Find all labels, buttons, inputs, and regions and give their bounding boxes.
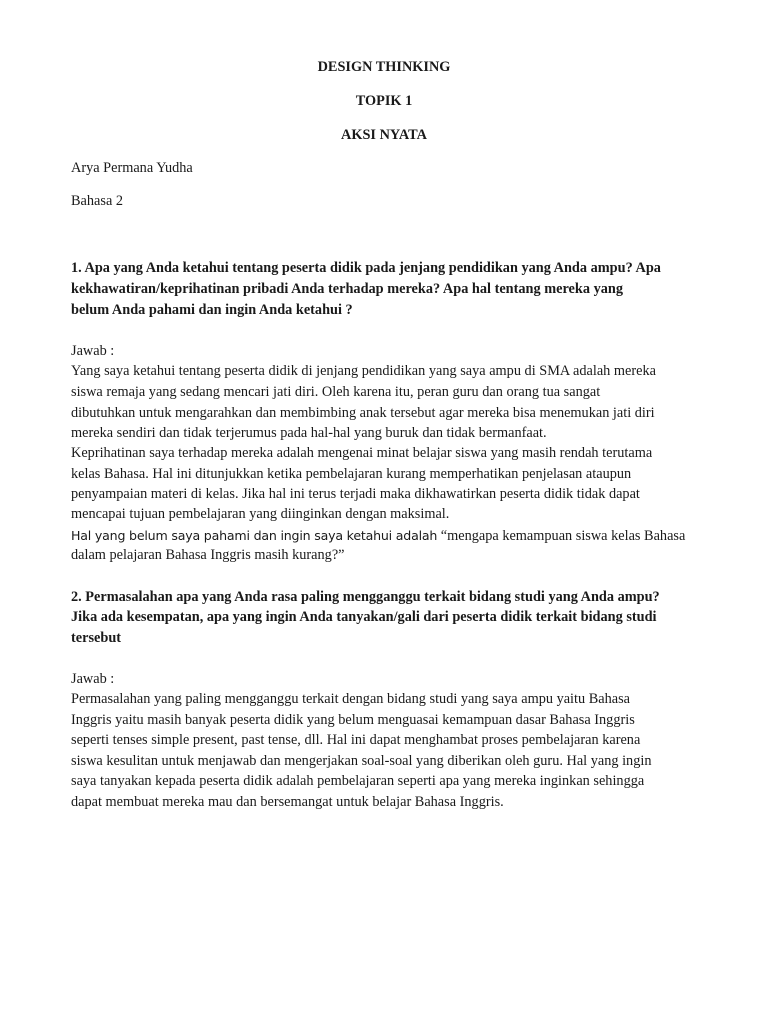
- answer-2-line: saya tanyakan kepada peserta didik adalah pembelajaran seperti apa yang mereka inginkan sehingga: [71, 773, 645, 789]
- subtitle-heading: AKSI NYATA: [341, 127, 427, 143]
- answer-1-label: Jawab :: [71, 343, 115, 359]
- question-2-line: tersebut: [71, 630, 122, 646]
- author-class: Bahasa 2: [71, 193, 124, 209]
- answer-1-last-line: [71, 525, 685, 547]
- question-2-line: 2. Permasalahan apa yang Anda rasa paling mengganggu terkait bidang studi yang Anda ampu?: [71, 589, 660, 605]
- answer-2-line: seperti tenses simple present, past tense, dll. Hal ini dapat menghambat proses pembelajaran karena: [71, 732, 641, 748]
- answer-1-last-prefix: Hal yang belum saya pahami dan ingin saya ketahui adalah: [71, 528, 438, 543]
- answer-1-last-quote: “mengapa kemampuan siswa kelas Bahasa: [437, 528, 686, 544]
- answer-2-line: Inggris yaitu masih banyak peserta didik yang belum menguasai kemampuan dasar Bahasa Inggris: [71, 712, 635, 728]
- answer-2-line: siswa kesulitan untuk menjawab dan mengerjakan soal-soal yang diberikan oleh guru. Hal yang ingin: [71, 753, 652, 769]
- answer-1-line: Yang saya ketahui tentang peserta didik di jenjang pendidikan yang saya ampu di SMA adalah mereka: [71, 363, 656, 379]
- answer-1-line: penyampaian materi di kelas. Jika hal ini terus terjadi maka dikhawatirkan peserta didik tidak dapat: [71, 486, 640, 502]
- question-1-line: belum Anda pahami dan ingin Anda ketahui ?: [71, 302, 353, 318]
- topic-heading: TOPIK 1: [355, 93, 413, 109]
- author-name: Arya Permana Yudha: [71, 160, 193, 176]
- answer-2-line: Permasalahan yang paling mengganggu terkait dengan bidang studi yang saya ampu yaitu Bahasa: [71, 691, 631, 707]
- answer-1-line: mereka sendiri dan tidak terjerumus pada hal-hal yang buruk dan tidak bermanfaat.: [71, 425, 547, 441]
- answer-1-line: mencapai tujuan pembelajaran yang diinginkan dengan maksimal.: [71, 506, 450, 522]
- answer-2-line: dapat membuat mereka mau dan bersemangat untuk belajar Bahasa Inggris.: [71, 794, 504, 810]
- question-1-line: 1. Apa yang Anda ketahui tentang peserta didik pada jenjang pendidikan yang Anda ampu? Apa: [71, 260, 661, 276]
- answer-1-line: dibutuhkan untuk mengarahkan dan membimbing anak tersebut agar mereka bisa menemukan jati diri: [71, 405, 655, 421]
- document-title: DESIGN THINKING: [317, 59, 451, 75]
- answer-1-line: dalam pelajaran Bahasa Inggris masih kurang?”: [71, 547, 345, 563]
- answer-1-line: siswa remaja yang sedang mencari jati diri. Oleh karena itu, peran guru dan orang tua sangat: [71, 384, 601, 400]
- answer-1-line: kelas Bahasa. Hal ini ditunjukkan ketika pembelajaran kurang memperhatikan penjelasan ataupun: [71, 466, 632, 482]
- question-2-line: Jika ada kesempatan, apa yang ingin Anda tanyakan/gali dari peserta didik terkait bidang studi: [71, 609, 657, 625]
- question-1-line: kekhawatiran/keprihatinan pribadi Anda terhadap mereka? Apa hal tentang mereka yang: [71, 281, 623, 297]
- answer-2-label: Jawab :: [71, 671, 115, 687]
- answer-1-line: Keprihatinan saya terhadap mereka adalah mengenai minat belajar siswa yang masih rendah terutama: [71, 445, 653, 461]
